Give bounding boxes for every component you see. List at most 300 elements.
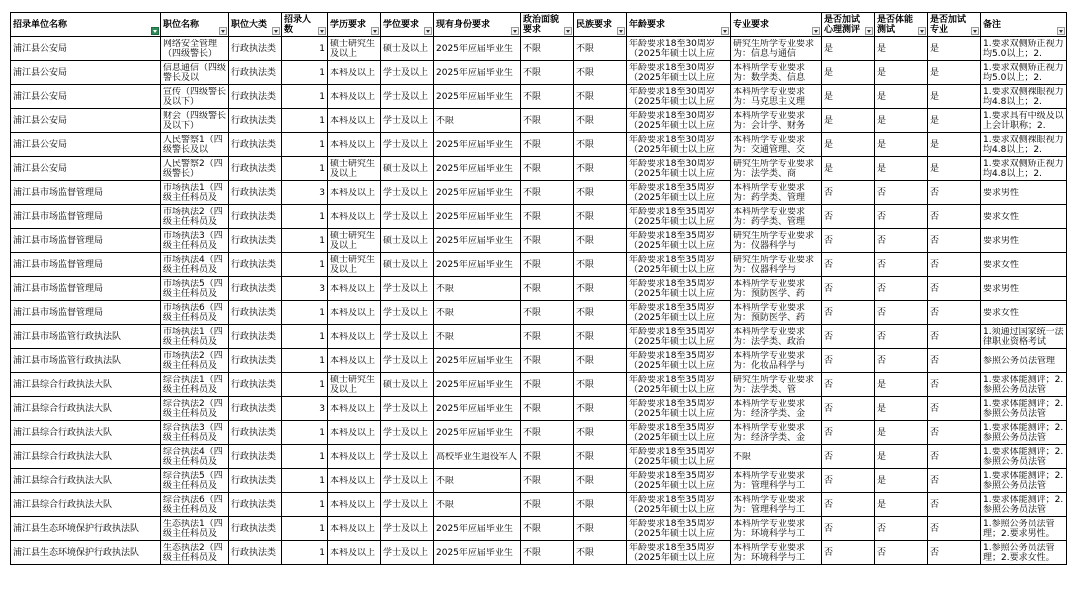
table-cell[interactable]: 不限: [574, 421, 627, 445]
table-cell[interactable]: [434, 469, 521, 493]
table-cell[interactable]: 浦江县公安局: [11, 37, 161, 61]
table-cell[interactable]: 1: [282, 541, 328, 565]
table-cell[interactable]: 1: [282, 301, 328, 325]
table-cell[interactable]: [981, 421, 1067, 445]
table-cell[interactable]: 不限: [521, 277, 574, 301]
table-cell[interactable]: [434, 181, 521, 205]
table-cell[interactable]: 1: [282, 469, 328, 493]
table-cell[interactable]: 否: [875, 181, 928, 205]
table-cell[interactable]: 硕士及以上: [381, 157, 434, 181]
table-cell[interactable]: 否: [928, 181, 981, 205]
table-cell[interactable]: 不限: [574, 229, 627, 253]
table-cell[interactable]: 浦江县市场监督管理局: [11, 181, 161, 205]
table-cell[interactable]: 1: [282, 61, 328, 85]
table-cell[interactable]: [731, 397, 822, 421]
table-cell[interactable]: [731, 469, 822, 493]
table-cell[interactable]: 1: [282, 373, 328, 397]
table-cell[interactable]: [434, 517, 521, 541]
table-cell[interactable]: 行政执法类: [229, 109, 282, 133]
table-cell[interactable]: 浦江县生态环境保护行政执法队: [11, 541, 161, 565]
table-cell[interactable]: 不限: [521, 181, 574, 205]
table-cell[interactable]: 学士及以上: [381, 517, 434, 541]
table-cell[interactable]: 否: [928, 253, 981, 277]
table-cell[interactable]: 行政执法类: [229, 301, 282, 325]
table-cell[interactable]: 行政执法类: [229, 181, 282, 205]
table-cell[interactable]: 否: [928, 301, 981, 325]
table-cell[interactable]: 行政执法类: [229, 133, 282, 157]
table-cell[interactable]: 是: [875, 133, 928, 157]
table-cell[interactable]: [328, 181, 381, 205]
table-cell[interactable]: 学士及以上: [381, 541, 434, 565]
table-cell[interactable]: 1: [282, 325, 328, 349]
table-cell[interactable]: 浦江县综合行政执法大队: [11, 373, 161, 397]
table-cell[interactable]: [434, 445, 521, 469]
table-cell[interactable]: [328, 277, 381, 301]
table-cell[interactable]: 是: [875, 157, 928, 181]
table-cell[interactable]: [731, 181, 822, 205]
table-cell[interactable]: 否: [822, 397, 875, 421]
table-cell[interactable]: 3: [282, 181, 328, 205]
table-cell[interactable]: [731, 421, 822, 445]
table-cell[interactable]: [161, 157, 229, 181]
table-cell[interactable]: 浦江县公安局: [11, 85, 161, 109]
table-cell[interactable]: 1: [282, 517, 328, 541]
table-cell[interactable]: [328, 469, 381, 493]
table-cell[interactable]: [981, 493, 1067, 517]
table-cell[interactable]: 否: [928, 517, 981, 541]
table-cell[interactable]: 是: [928, 85, 981, 109]
table-cell[interactable]: [731, 37, 822, 61]
table-cell[interactable]: [161, 301, 229, 325]
table-cell[interactable]: [981, 133, 1067, 157]
table-cell[interactable]: [731, 133, 822, 157]
table-cell[interactable]: 不限: [521, 325, 574, 349]
filter-dropdown-icon[interactable]: [971, 27, 979, 35]
table-cell[interactable]: [981, 445, 1067, 469]
table-cell[interactable]: [328, 397, 381, 421]
table-cell[interactable]: 不限: [521, 445, 574, 469]
table-cell[interactable]: 学士及以上: [381, 205, 434, 229]
table-cell[interactable]: [981, 325, 1067, 349]
table-cell[interactable]: 是: [928, 133, 981, 157]
table-cell[interactable]: 否: [928, 493, 981, 517]
table-cell[interactable]: [434, 205, 521, 229]
table-cell[interactable]: 是: [875, 493, 928, 517]
table-cell[interactable]: 不限: [521, 109, 574, 133]
table-cell[interactable]: 否: [822, 301, 875, 325]
table-cell[interactable]: 行政执法类: [229, 373, 282, 397]
table-cell[interactable]: [328, 349, 381, 373]
table-cell[interactable]: [434, 349, 521, 373]
table-cell[interactable]: [328, 493, 381, 517]
table-cell[interactable]: 1: [282, 445, 328, 469]
table-cell[interactable]: 浦江县市场监管行政执法队: [11, 349, 161, 373]
table-cell[interactable]: 否: [928, 541, 981, 565]
table-cell[interactable]: 不限: [521, 517, 574, 541]
table-cell[interactable]: 行政执法类: [229, 37, 282, 61]
table-cell[interactable]: [328, 445, 381, 469]
table-cell[interactable]: [731, 325, 822, 349]
table-cell[interactable]: 不限: [521, 493, 574, 517]
table-cell[interactable]: [627, 421, 731, 445]
table-cell[interactable]: [434, 109, 521, 133]
table-cell[interactable]: 否: [822, 253, 875, 277]
table-cell[interactable]: [981, 109, 1067, 133]
table-cell[interactable]: [328, 109, 381, 133]
table-cell[interactable]: 否: [928, 421, 981, 445]
table-cell[interactable]: [328, 85, 381, 109]
table-cell[interactable]: 浦江县综合行政执法大队: [11, 493, 161, 517]
table-cell[interactable]: 否: [928, 205, 981, 229]
table-cell[interactable]: [434, 301, 521, 325]
table-cell[interactable]: 学士及以上: [381, 85, 434, 109]
table-cell[interactable]: 否: [928, 325, 981, 349]
filter-dropdown-icon[interactable]: [918, 27, 926, 35]
table-cell[interactable]: 行政执法类: [229, 397, 282, 421]
filter-dropdown-icon[interactable]: [424, 27, 432, 35]
table-cell[interactable]: [627, 157, 731, 181]
table-cell[interactable]: [627, 229, 731, 253]
table-cell[interactable]: [731, 541, 822, 565]
table-cell[interactable]: [981, 301, 1067, 325]
table-cell[interactable]: [627, 301, 731, 325]
table-cell[interactable]: 浦江县生态环境保护行政执法队: [11, 517, 161, 541]
table-cell[interactable]: [434, 541, 521, 565]
table-cell[interactable]: [328, 421, 381, 445]
table-cell[interactable]: [981, 157, 1067, 181]
table-cell[interactable]: 不限: [521, 301, 574, 325]
table-cell[interactable]: [981, 277, 1067, 301]
table-cell[interactable]: [328, 541, 381, 565]
table-cell[interactable]: 不限: [521, 373, 574, 397]
table-cell[interactable]: 是: [875, 109, 928, 133]
table-cell[interactable]: 否: [822, 493, 875, 517]
table-cell[interactable]: [161, 493, 229, 517]
table-cell[interactable]: [434, 229, 521, 253]
table-cell[interactable]: [731, 445, 822, 469]
table-cell[interactable]: [328, 133, 381, 157]
table-cell[interactable]: 不限: [574, 133, 627, 157]
table-cell[interactable]: [161, 277, 229, 301]
table-cell[interactable]: [981, 397, 1067, 421]
table-cell[interactable]: 否: [875, 253, 928, 277]
table-cell[interactable]: 不限: [574, 253, 627, 277]
table-cell[interactable]: 不限: [521, 229, 574, 253]
table-cell[interactable]: 不限: [521, 85, 574, 109]
table-cell[interactable]: [434, 421, 521, 445]
table-cell[interactable]: 否: [875, 229, 928, 253]
filter-dropdown-icon[interactable]: [812, 27, 820, 35]
table-cell[interactable]: 行政执法类: [229, 61, 282, 85]
table-cell[interactable]: 学士及以上: [381, 301, 434, 325]
table-cell[interactable]: [161, 109, 229, 133]
table-cell[interactable]: 学士及以上: [381, 421, 434, 445]
table-cell[interactable]: [627, 397, 731, 421]
table-cell[interactable]: 不限: [521, 157, 574, 181]
table-cell[interactable]: 不限: [521, 61, 574, 85]
table-cell[interactable]: [434, 253, 521, 277]
table-cell[interactable]: 1: [282, 37, 328, 61]
table-cell[interactable]: [161, 445, 229, 469]
table-cell[interactable]: 行政执法类: [229, 541, 282, 565]
table-cell[interactable]: [731, 157, 822, 181]
table-cell[interactable]: 不限: [521, 205, 574, 229]
table-cell[interactable]: [981, 541, 1067, 565]
table-cell[interactable]: [627, 253, 731, 277]
table-cell[interactable]: [434, 493, 521, 517]
table-cell[interactable]: [627, 109, 731, 133]
table-cell[interactable]: [434, 85, 521, 109]
table-cell[interactable]: [731, 517, 822, 541]
table-cell[interactable]: [627, 325, 731, 349]
table-cell[interactable]: 1: [282, 85, 328, 109]
table-cell[interactable]: [434, 277, 521, 301]
table-cell[interactable]: 浦江县公安局: [11, 133, 161, 157]
table-cell[interactable]: 不限: [521, 253, 574, 277]
table-cell[interactable]: 行政执法类: [229, 349, 282, 373]
table-cell[interactable]: 行政执法类: [229, 421, 282, 445]
table-cell[interactable]: 行政执法类: [229, 517, 282, 541]
table-cell[interactable]: 浦江县公安局: [11, 109, 161, 133]
table-cell[interactable]: [731, 373, 822, 397]
table-cell[interactable]: [627, 205, 731, 229]
table-cell[interactable]: 学士及以上: [381, 349, 434, 373]
table-cell[interactable]: 浦江县综合行政执法大队: [11, 445, 161, 469]
table-cell[interactable]: 1: [282, 133, 328, 157]
table-cell[interactable]: 硕士及以上: [381, 37, 434, 61]
table-cell[interactable]: [328, 517, 381, 541]
table-cell[interactable]: 否: [928, 469, 981, 493]
table-cell[interactable]: 行政执法类: [229, 493, 282, 517]
filter-dropdown-icon[interactable]: [721, 27, 729, 35]
table-cell[interactable]: 不限: [574, 85, 627, 109]
table-cell[interactable]: [161, 397, 229, 421]
table-cell[interactable]: 学士及以上: [381, 277, 434, 301]
table-cell[interactable]: [731, 85, 822, 109]
table-cell[interactable]: [981, 61, 1067, 85]
table-cell[interactable]: 是: [928, 61, 981, 85]
filter-dropdown-icon[interactable]: [564, 27, 572, 35]
table-cell[interactable]: 不限: [521, 349, 574, 373]
table-cell[interactable]: 不限: [574, 397, 627, 421]
table-cell[interactable]: [981, 373, 1067, 397]
table-cell[interactable]: 不限: [574, 109, 627, 133]
table-cell[interactable]: 行政执法类: [229, 469, 282, 493]
table-cell[interactable]: [328, 325, 381, 349]
table-cell[interactable]: 是: [822, 37, 875, 61]
table-cell[interactable]: [434, 133, 521, 157]
table-cell[interactable]: 否: [928, 277, 981, 301]
table-cell[interactable]: 不限: [574, 325, 627, 349]
table-cell[interactable]: [434, 157, 521, 181]
table-cell[interactable]: 不限: [521, 469, 574, 493]
table-cell[interactable]: [731, 61, 822, 85]
table-cell[interactable]: [161, 421, 229, 445]
table-cell[interactable]: [731, 253, 822, 277]
table-cell[interactable]: 行政执法类: [229, 85, 282, 109]
table-cell[interactable]: [627, 373, 731, 397]
table-cell[interactable]: 是: [822, 85, 875, 109]
table-cell[interactable]: 浦江县公安局: [11, 61, 161, 85]
table-cell[interactable]: 否: [928, 373, 981, 397]
table-cell[interactable]: 是: [875, 61, 928, 85]
table-cell[interactable]: [328, 373, 381, 397]
table-cell[interactable]: 是: [875, 85, 928, 109]
table-cell[interactable]: 否: [875, 541, 928, 565]
table-cell[interactable]: [627, 469, 731, 493]
table-cell[interactable]: 浦江县综合行政执法大队: [11, 421, 161, 445]
table-cell[interactable]: [627, 61, 731, 85]
table-cell[interactable]: 否: [875, 205, 928, 229]
table-cell[interactable]: [434, 37, 521, 61]
table-cell[interactable]: 否: [822, 469, 875, 493]
table-cell[interactable]: [627, 493, 731, 517]
table-cell[interactable]: 否: [928, 349, 981, 373]
filter-dropdown-icon[interactable]: [617, 27, 625, 35]
table-cell[interactable]: 学士及以上: [381, 445, 434, 469]
table-cell[interactable]: 不限: [574, 373, 627, 397]
table-cell[interactable]: [627, 37, 731, 61]
table-cell[interactable]: 否: [822, 517, 875, 541]
table-cell[interactable]: 不限: [574, 541, 627, 565]
table-cell[interactable]: [328, 37, 381, 61]
table-cell[interactable]: 不限: [521, 37, 574, 61]
table-cell[interactable]: 不限: [574, 301, 627, 325]
table-cell[interactable]: 不限: [574, 493, 627, 517]
table-cell[interactable]: 是: [928, 157, 981, 181]
table-cell[interactable]: 是: [875, 37, 928, 61]
table-cell[interactable]: [161, 349, 229, 373]
table-cell[interactable]: [731, 277, 822, 301]
table-cell[interactable]: 否: [822, 205, 875, 229]
table-cell[interactable]: 是: [875, 421, 928, 445]
table-cell[interactable]: 不限: [574, 181, 627, 205]
table-cell[interactable]: [161, 37, 229, 61]
table-cell[interactable]: 行政执法类: [229, 277, 282, 301]
table-cell[interactable]: [627, 85, 731, 109]
table-cell[interactable]: 浦江县综合行政执法大队: [11, 469, 161, 493]
filter-dropdown-icon[interactable]: [511, 27, 519, 35]
table-cell[interactable]: [328, 301, 381, 325]
table-cell[interactable]: 否: [928, 229, 981, 253]
table-cell[interactable]: 是: [822, 109, 875, 133]
table-cell[interactable]: 1: [282, 205, 328, 229]
table-cell[interactable]: 学士及以上: [381, 133, 434, 157]
table-cell[interactable]: 否: [822, 541, 875, 565]
table-cell[interactable]: 否: [875, 349, 928, 373]
table-cell[interactable]: 浦江县公安局: [11, 157, 161, 181]
table-cell[interactable]: [434, 61, 521, 85]
table-cell[interactable]: 不限: [574, 37, 627, 61]
table-cell[interactable]: 否: [822, 277, 875, 301]
table-cell[interactable]: 是: [822, 133, 875, 157]
table-cell[interactable]: 学士及以上: [381, 61, 434, 85]
table-cell[interactable]: 不限: [521, 541, 574, 565]
table-cell[interactable]: [161, 517, 229, 541]
table-cell[interactable]: 否: [875, 277, 928, 301]
filter-dropdown-icon[interactable]: [1057, 27, 1065, 35]
filter-dropdown-icon[interactable]: [219, 27, 227, 35]
table-cell[interactable]: 学士及以上: [381, 397, 434, 421]
table-cell[interactable]: 学士及以上: [381, 109, 434, 133]
table-cell[interactable]: 不限: [521, 421, 574, 445]
table-cell[interactable]: 否: [875, 301, 928, 325]
table-cell[interactable]: [731, 349, 822, 373]
table-cell[interactable]: [161, 325, 229, 349]
table-cell[interactable]: [627, 349, 731, 373]
table-cell[interactable]: 不限: [574, 349, 627, 373]
table-cell[interactable]: [161, 181, 229, 205]
table-cell[interactable]: [328, 229, 381, 253]
table-cell[interactable]: [161, 85, 229, 109]
table-cell[interactable]: [731, 301, 822, 325]
table-cell[interactable]: [434, 325, 521, 349]
table-cell[interactable]: 不限: [521, 397, 574, 421]
table-cell[interactable]: 是: [875, 373, 928, 397]
table-cell[interactable]: 3: [282, 277, 328, 301]
table-cell[interactable]: 否: [928, 397, 981, 421]
table-cell[interactable]: 否: [822, 181, 875, 205]
table-cell[interactable]: [731, 493, 822, 517]
table-cell[interactable]: 浦江县综合行政执法大队: [11, 397, 161, 421]
table-cell[interactable]: [328, 205, 381, 229]
table-cell[interactable]: 硕士及以上: [381, 253, 434, 277]
table-cell[interactable]: 否: [822, 445, 875, 469]
table-cell[interactable]: [981, 517, 1067, 541]
table-cell[interactable]: 1: [282, 349, 328, 373]
table-cell[interactable]: [981, 349, 1067, 373]
table-cell[interactable]: 否: [822, 325, 875, 349]
table-cell[interactable]: 硕士及以上: [381, 229, 434, 253]
filter-active-icon[interactable]: [151, 27, 159, 35]
table-cell[interactable]: 行政执法类: [229, 253, 282, 277]
table-cell[interactable]: 3: [282, 397, 328, 421]
table-cell[interactable]: [627, 517, 731, 541]
table-cell[interactable]: 浦江县市场监督管理局: [11, 229, 161, 253]
table-cell[interactable]: 1: [282, 253, 328, 277]
table-cell[interactable]: 否: [822, 421, 875, 445]
table-cell[interactable]: 是: [928, 37, 981, 61]
table-cell[interactable]: [161, 133, 229, 157]
table-cell[interactable]: 行政执法类: [229, 157, 282, 181]
table-cell[interactable]: 否: [822, 229, 875, 253]
table-cell[interactable]: 浦江县市场监督管理局: [11, 277, 161, 301]
table-cell[interactable]: [981, 253, 1067, 277]
table-cell[interactable]: 硕士及以上: [381, 373, 434, 397]
table-cell[interactable]: 不限: [574, 205, 627, 229]
table-cell[interactable]: [434, 373, 521, 397]
table-cell[interactable]: [731, 205, 822, 229]
table-cell[interactable]: 学士及以上: [381, 181, 434, 205]
table-cell[interactable]: 1: [282, 229, 328, 253]
table-cell[interactable]: 1: [282, 157, 328, 181]
table-cell[interactable]: 否: [875, 517, 928, 541]
table-cell[interactable]: 不限: [574, 445, 627, 469]
table-cell[interactable]: [328, 253, 381, 277]
table-cell[interactable]: 学士及以上: [381, 493, 434, 517]
table-cell[interactable]: [161, 205, 229, 229]
table-cell[interactable]: [161, 373, 229, 397]
table-cell[interactable]: 否: [822, 349, 875, 373]
table-cell[interactable]: [328, 157, 381, 181]
table-cell[interactable]: 1: [282, 421, 328, 445]
table-cell[interactable]: 是: [875, 445, 928, 469]
table-cell[interactable]: 行政执法类: [229, 229, 282, 253]
table-cell[interactable]: [981, 229, 1067, 253]
table-cell[interactable]: [981, 181, 1067, 205]
table-cell[interactable]: 浦江县市场监管行政执法队: [11, 325, 161, 349]
table-cell[interactable]: [627, 541, 731, 565]
